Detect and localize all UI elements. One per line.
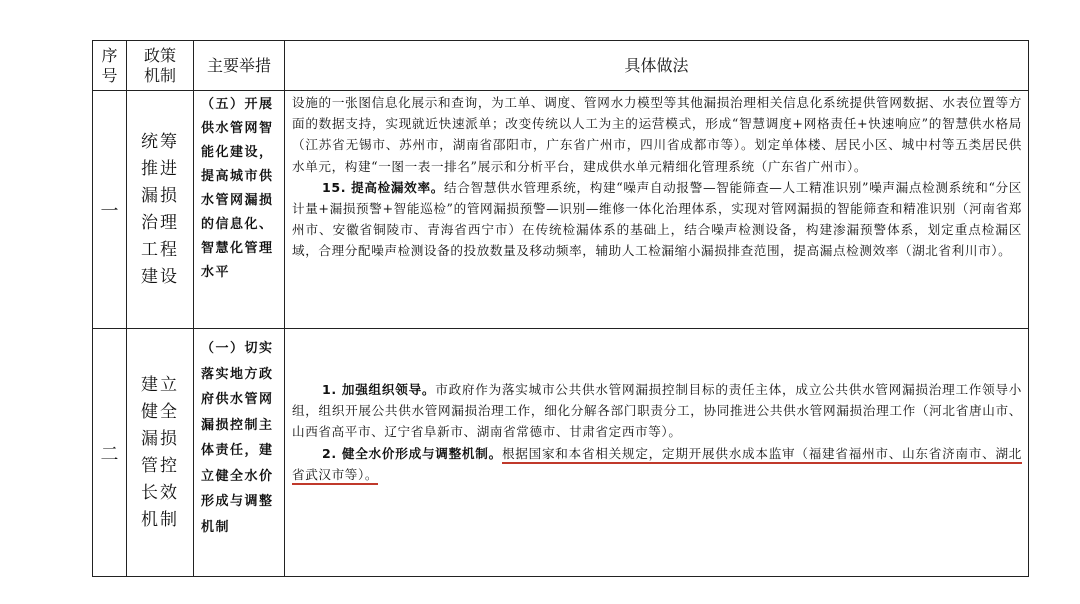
header-divider [92, 90, 1029, 91]
detail-item [292, 443, 1022, 485]
table-bottom-border [92, 576, 1029, 577]
item-lead: 15. 提高检漏效率。 [322, 179, 444, 195]
header-policy [127, 41, 193, 90]
row-number: 一 [100, 200, 119, 222]
row-detail [290, 92, 1024, 326]
header-no-text: 序号 [101, 45, 118, 85]
row-measure: （五）开展供水管网智能化建设，提高城市供水管网漏损的信息化、智慧化管理水平 [201, 97, 274, 280]
header-policy-text: 政策机制 [143, 45, 176, 85]
row-policy: 统筹推进漏损治理工程建设 [141, 131, 179, 287]
item-text: 结合智慧供水管理系统，构建“噪声自动报警—智能筛查—人工精准识别”噪声漏点检测系统和“分区计量+漏损预警+智能巡检”的管网漏损预警—识别—维修一体化治理体系，实现对管网漏损的智能筛查和精准识别（河南省郑州市、安徽省铜陵市、青海省西宁市）在传统检漏体系的基础上，结合噪声检测设备，构建渗漏预警体系，划定重点检漏区域，合理分配噪声检测设备的投放数量及移动频率，辅助人工检漏缩小漏损排查范围，提高漏点检测效率（湖北省利川市）。 [292, 179, 1022, 259]
detail-item [292, 177, 1022, 262]
header-measure-text: 主要举措 [206, 55, 271, 75]
header-no [93, 41, 126, 90]
item-lead: 1. 加强组织领导。 [322, 382, 436, 397]
row-measure: （一）切实落实地方政府供水管网漏损控制主体责任，建立健全水价形成与调整机制 [201, 341, 274, 535]
col-divider-2 [193, 40, 194, 576]
row-policy: 建立健全漏损管控长效机制 [141, 374, 179, 530]
header-detail [285, 41, 1028, 90]
header-measure [194, 41, 284, 90]
item-text: 市政府作为落实城市公共供水管网漏损控制目标的责任主体，成立公共供水管网漏损治理工作领导小组，组织开展公共供水管网漏损治理工作，细化分解各部门职责分工，协同推进公共供水管网漏损治理工作（河北省唐山市、山西省高平市、辽宁省阜新市、湖南省常德市、甘肃省定西市等）。 [292, 382, 1022, 440]
detail-item [292, 379, 1022, 443]
row-number: 二 [100, 443, 119, 465]
header-detail-text: 具体做法 [624, 55, 689, 75]
row-detail [290, 379, 1024, 539]
item-lead: 2. 健全水价形成与调整机制。 [322, 445, 502, 461]
row-divider [92, 328, 1029, 329]
col-divider-3 [284, 40, 285, 576]
detail-paragraph: 设施的一张图信息化展示和查询，为工单、调度、管网水力模型等其他漏损治理相关信息化系统提供管网数据、水表位置等方面的数据支持，实现就近快速派单；改变传统以人工为主的运营模式，形成“智慧调度+网格责任+快速响应”的智慧供水格局（江苏省无锡市、苏州市，湖南省邵阳市，广东省广州市，四川省成都市等）。划定单体楼、居民小区、城中村等五类居民供水单元，构建“一图一表一排名”展示和分析平台，建成供水单元精细化管理系统（广东省广州市）。 [292, 95, 1022, 174]
highlighted-text: 根据国家和本省相关规定，定期开展供水成本监审（福建省福州市、山东省济南市、湖北省武汉市等）。 [292, 446, 1022, 485]
table-right-border [1028, 40, 1029, 576]
